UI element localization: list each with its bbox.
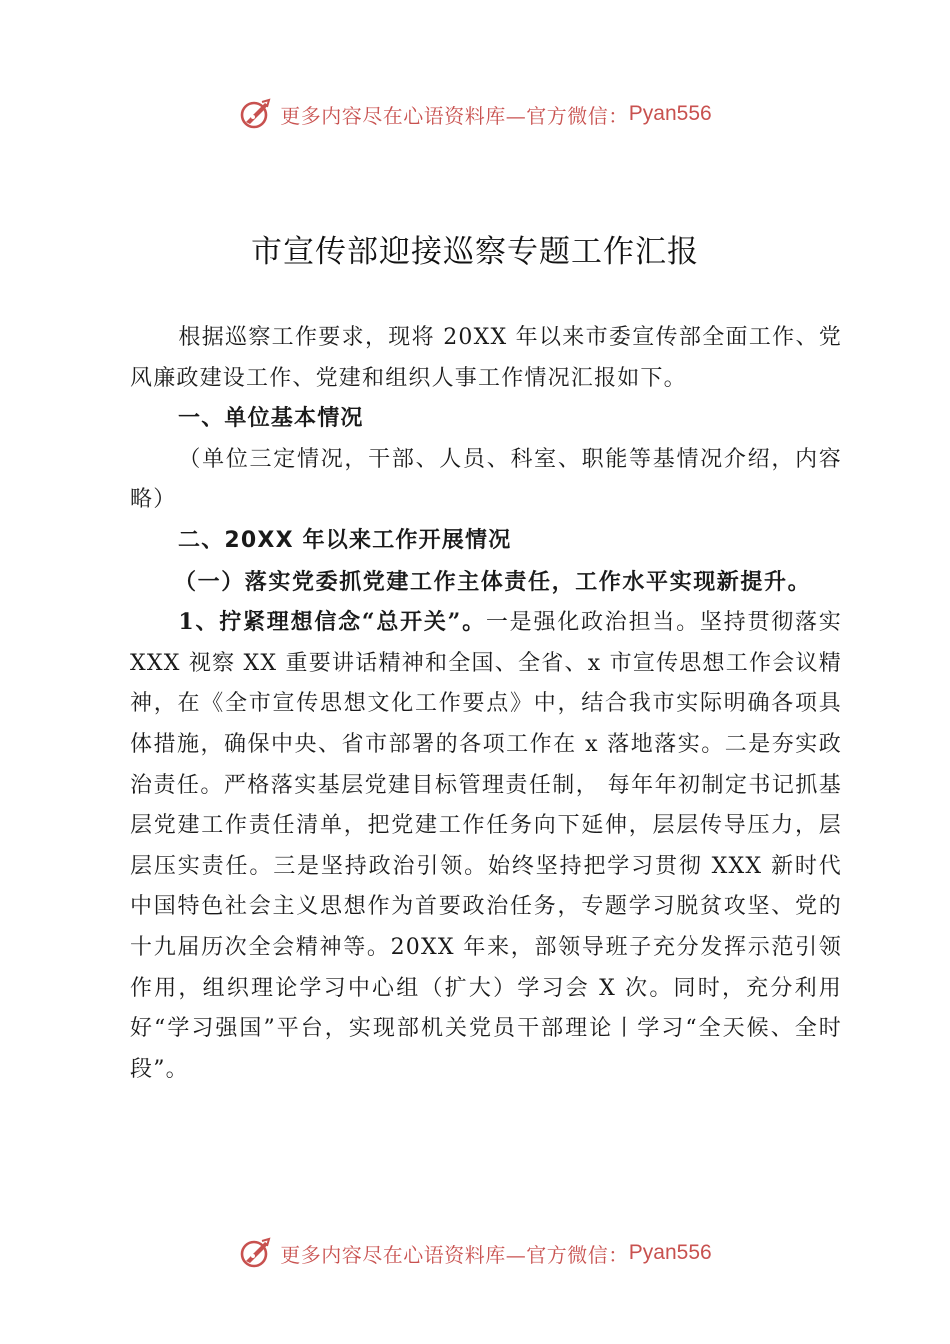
section-1-body: （单位三定情况，干部、人员、科室、职能等基情况介绍，内容略） [130, 446, 842, 513]
item-1-paragraph [130, 602, 842, 1090]
document-title: 市宣传部迎接巡察专题工作汇报 [251, 234, 699, 270]
banner-text: 更多内容尽在心语资料库—官方微信： [280, 1242, 629, 1267]
pen-nib-circle-icon [238, 96, 274, 132]
intro-paragraph: 根据巡察工作要求，现将 20XX 年以来市委宣传部全面工作、党风廉政建设工作、党建和组织人事工作情况汇报如下。 [130, 325, 842, 391]
banner-wechat-id: Pyan556 [628, 102, 712, 125]
subsection-heading-1: （一）落实党委抓党建工作主体责任，工作水平实现新提升。 [174, 568, 812, 595]
header-watermark-banner [0, 94, 950, 134]
pen-nib-circle-icon [238, 1235, 274, 1271]
item-1-lead: 1、拧紧理想信念“总开关”。 [178, 609, 486, 636]
footer-watermark-banner [0, 1233, 950, 1273]
section-heading-2: 二、20XX 年以来工作开展情况 [178, 527, 512, 553]
section-heading-1: 一、单位基本情况 [178, 406, 364, 432]
banner-wechat-id: Pyan556 [628, 1241, 712, 1264]
document-body [130, 318, 842, 1090]
item-1-body: 一是强化政治担当。坚持贯彻落实 XXX 视察 XX 重要讲话精神和全国、全省、x 市宣传思想工作会议精神，在《全市宣传思想文化工作要点》中，结合我市实际明确各项具体措施，确保中央、省市部署的各项工作在 x 落地落实。二是夯实政治责任。严格落实基层党建目标管理责任制， 每年年初制定书记抓基层党建工作责任清单，把党建工作任务向下延伸，层层传导压力，层层压实责任。三是坚持政治引领。始终坚持把学习贯彻 XXX 新时代中国特色社会主义思想作为首要政治任务，专题学习脱贫攻坚、党的十九届历次全会精神等。20XX 年来，部领导班子充分发挥示范引领作用，组织理论学习中心组（扩大）学习会 X 次。同时，充分利用好“学习强国”平台，实现部机关党员干部理论丨学习“全天候、全时段”。 [130, 610, 842, 1082]
banner-text: 更多内容尽在心语资料库—官方微信： [280, 103, 629, 128]
